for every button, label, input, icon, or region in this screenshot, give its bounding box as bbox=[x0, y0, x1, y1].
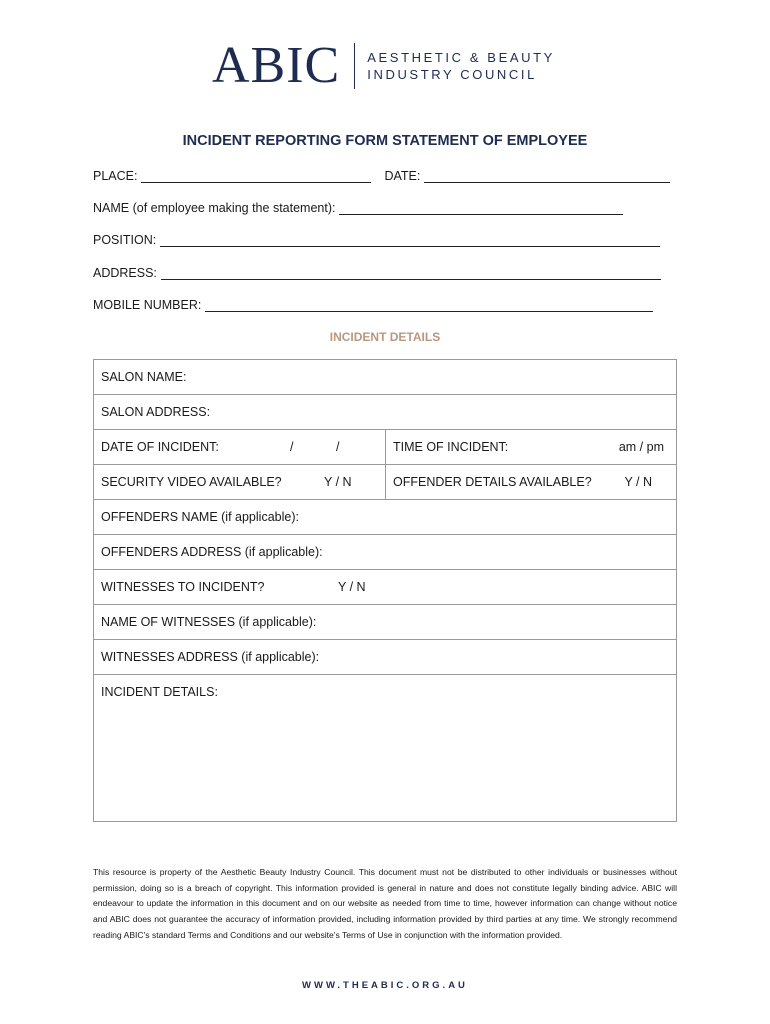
table-row bbox=[94, 535, 676, 570]
mobile-label: MOBILE NUMBER: bbox=[93, 298, 202, 312]
witness-names-label: NAME OF WITNESSES (if applicable): bbox=[101, 615, 317, 629]
address-row bbox=[93, 265, 661, 280]
offenders-name-cell[interactable] bbox=[94, 500, 306, 534]
logo-line-1: AESTHETIC & BEAUTY bbox=[367, 50, 555, 65]
website-footer: WWW.THEABIC.ORG.AU bbox=[302, 980, 468, 991]
security-video-yn[interactable]: Y / N bbox=[324, 475, 352, 489]
security-video-cell[interactable] bbox=[94, 465, 385, 499]
incident-details-cell[interactable] bbox=[94, 675, 676, 821]
offender-details-yn[interactable]: Y / N bbox=[624, 475, 652, 489]
position-label: POSITION: bbox=[93, 233, 157, 247]
offenders-address-label: OFFENDERS ADDRESS (if applicable): bbox=[101, 545, 323, 559]
incident-table bbox=[93, 359, 677, 822]
table-row bbox=[94, 500, 676, 535]
witness-address-cell[interactable] bbox=[94, 640, 326, 674]
incident-details-label: INCIDENT DETAILS: bbox=[101, 685, 218, 699]
offenders-name-label: OFFENDERS NAME (if applicable): bbox=[101, 510, 299, 524]
place-date-row bbox=[93, 168, 670, 183]
salon-name-label: SALON NAME: bbox=[101, 370, 187, 384]
mobile-row bbox=[93, 297, 653, 312]
employee-name-label: NAME (of employee making the statement): bbox=[93, 201, 336, 215]
date-separator: / bbox=[290, 440, 294, 454]
witnesses-yn[interactable]: Y / N bbox=[338, 580, 366, 594]
table-row bbox=[94, 640, 676, 675]
witness-names-cell[interactable] bbox=[94, 605, 323, 639]
logo-text bbox=[367, 49, 555, 83]
logo-mark: ABIC bbox=[212, 37, 341, 94]
table-row bbox=[94, 465, 676, 500]
address-field[interactable] bbox=[161, 265, 661, 280]
time-of-incident-label: TIME OF INCIDENT: bbox=[393, 440, 509, 454]
date-separator: / bbox=[336, 440, 340, 454]
offender-details-label: OFFENDER DETAILS AVAILABLE? bbox=[393, 475, 592, 489]
date-of-incident-cell[interactable] bbox=[94, 430, 385, 464]
mobile-field[interactable] bbox=[205, 297, 653, 312]
table-row bbox=[94, 675, 676, 821]
table-row bbox=[94, 570, 676, 605]
salon-address-cell[interactable] bbox=[94, 395, 217, 429]
date-field[interactable] bbox=[424, 168, 670, 183]
date-label: DATE: bbox=[384, 169, 421, 183]
position-row bbox=[93, 232, 660, 247]
incident-details-heading: INCIDENT DETAILS bbox=[329, 330, 441, 344]
table-row bbox=[94, 395, 676, 430]
salon-address-label: SALON ADDRESS: bbox=[101, 405, 211, 419]
position-field[interactable] bbox=[160, 232, 660, 247]
table-row bbox=[94, 430, 676, 465]
form-title: INCIDENT REPORTING FORM STATEMENT OF EMPLOYEE bbox=[182, 133, 588, 149]
abic-logo bbox=[212, 37, 555, 94]
employee-name-field[interactable] bbox=[339, 200, 623, 215]
address-label: ADDRESS: bbox=[93, 266, 157, 280]
offender-details-cell[interactable] bbox=[385, 465, 676, 499]
logo-divider bbox=[354, 43, 355, 89]
table-row bbox=[94, 360, 676, 395]
table-row bbox=[94, 605, 676, 640]
witnesses-label: WITNESSES TO INCIDENT? bbox=[101, 580, 265, 594]
witnesses-cell[interactable] bbox=[94, 570, 676, 604]
time-of-incident-cell[interactable] bbox=[385, 430, 676, 464]
witness-address-label: WITNESSES ADDRESS (if applicable): bbox=[101, 650, 320, 664]
security-video-label: SECURITY VIDEO AVAILABLE? bbox=[101, 475, 282, 489]
employee-name-row bbox=[93, 200, 623, 215]
am-pm-option[interactable]: am / pm bbox=[618, 440, 664, 454]
offenders-address-cell[interactable] bbox=[94, 535, 330, 569]
place-label: PLACE: bbox=[93, 169, 138, 183]
salon-name-cell[interactable] bbox=[94, 360, 193, 394]
date-of-incident-label: DATE OF INCIDENT: bbox=[101, 440, 219, 454]
disclaimer-text: This resource is property of the Aesthetic Beauty Industry Council. This document must not be distributed to other individuals or businesses without permission, doing so is a breach of copyright. This information provided is general in nature and does not constitute legally binding advice. ABIC will endeavour to update the information in this document and on our website as needed from time to time, however information can change without notice and ABIC does not guarantee the accuracy of information provided, including information provided by third parties at any time. We strongly recommend reading ABIC's standard Terms and Conditions and our website's Terms of Use in conjunction with the information provided. bbox=[93, 867, 677, 940]
place-field[interactable] bbox=[141, 168, 371, 183]
logo-line-2: INDUSTRY COUNCIL bbox=[367, 67, 537, 82]
